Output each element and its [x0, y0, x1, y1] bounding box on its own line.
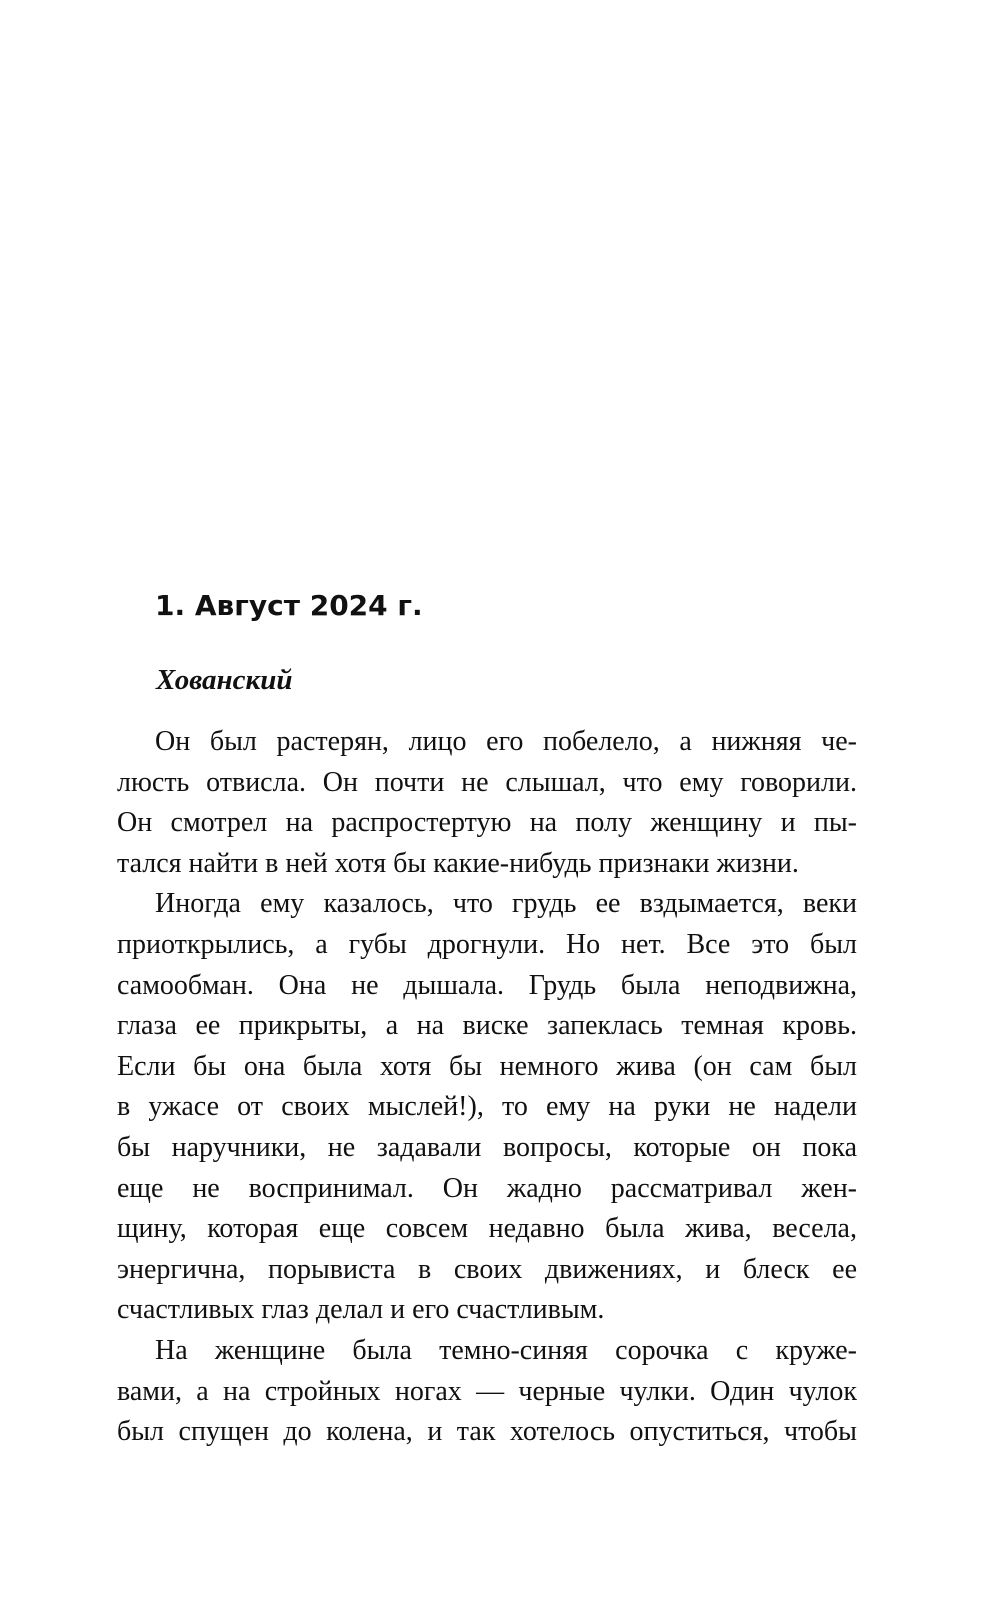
paragraph-2	[117, 884, 857, 1331]
text-line: счастливых глаз делал и его счастливым.	[117, 1294, 605, 1326]
text-line: приоткрылись, а губы дрогнули. Но нет. Все это был	[117, 928, 857, 960]
text-line: Иногда ему казалось, что грудь ее вздымается, веки	[155, 888, 857, 920]
text-line: На женщине была темно-синяя сорочка с круже-	[155, 1334, 857, 1366]
text-line: Если бы она была хотя бы немного жива (он сам был	[117, 1050, 857, 1082]
text-line: Он был растерян, лицо его побелело, а нижняя че-	[155, 726, 857, 757]
body-text	[117, 722, 857, 1453]
text-line: люсть отвисла. Он почти не слышал, что ему говорили.	[117, 766, 857, 798]
text-line: самообман. Она не дышала. Грудь была неподвижна,	[117, 969, 857, 1001]
text-line: глаза ее прикрыты, а на виске запеклась темная кровь.	[117, 1010, 857, 1042]
paragraph-1	[117, 722, 857, 884]
text-line: тался найти в ней хотя бы какие-нибудь признаки жизни.	[117, 847, 799, 879]
text-line: бы наручники, не задавали вопросы, которые он пока	[117, 1131, 857, 1163]
text-line: энергична, порывиста в своих движениях, и блеск ее	[117, 1253, 857, 1285]
text-line: в ужасе от своих мыслей!), то ему на руки не надели	[117, 1091, 857, 1123]
text-line: вами, а на стройных ногах — черные чулки. Один чулок	[117, 1375, 857, 1407]
text-line: был спущен до колена, и так хотелось опуститься, чтобы	[117, 1416, 857, 1448]
text-line: Он смотрел на распростертую на полу женщину и пы-	[117, 807, 857, 839]
text-line: еще не воспринимал. Он жадно рассматривал жен-	[117, 1172, 857, 1204]
paragraph-3	[117, 1331, 857, 1453]
section-heading: Хованский	[156, 664, 293, 696]
chapter-title: 1. Август 2024 г.	[155, 589, 423, 622]
text-line: щину, которая еще совсем недавно была жива, весела,	[117, 1213, 857, 1245]
